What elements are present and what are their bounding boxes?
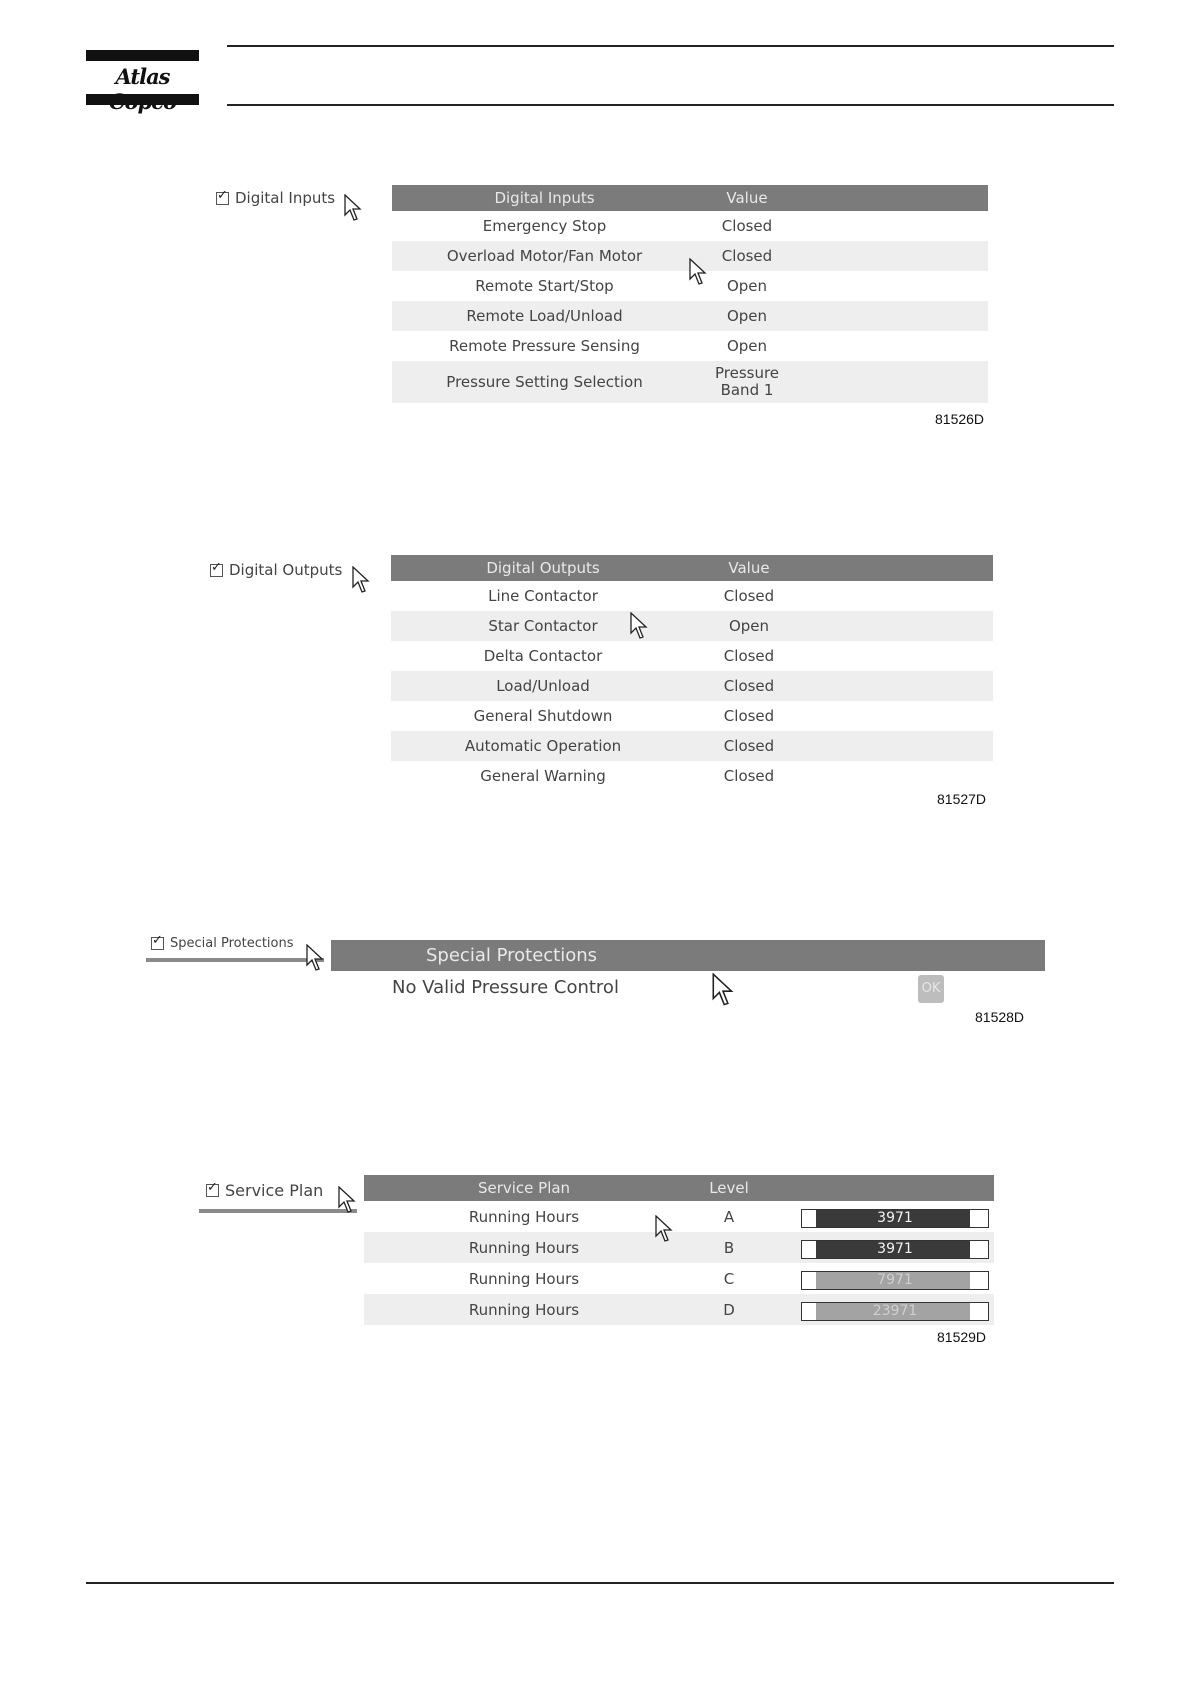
mouse-pointer-icon <box>306 944 324 972</box>
logo-bar-top <box>86 50 199 61</box>
running-hours-value: 3971 <box>877 1210 913 1226</box>
mouse-pointer-icon <box>338 1186 356 1214</box>
figure-id: 81528D <box>975 1009 1025 1025</box>
checkbox-label: Digital Inputs <box>235 189 336 207</box>
table-row <box>391 671 993 701</box>
output-value: Closed <box>723 707 775 725</box>
mouse-pointer-icon <box>655 1215 673 1243</box>
checkbox-label: Service Plan <box>225 1181 324 1200</box>
plan-name: Running Hours <box>364 1232 684 1263</box>
input-name: Remote Pressure Sensing <box>449 337 640 355</box>
checkbox-checked-icon <box>216 192 229 205</box>
input-value: Open <box>697 301 797 331</box>
output-name: Line Contactor <box>488 587 598 605</box>
protection-message: No Valid Pressure Control <box>392 977 619 998</box>
service-progress-bar <box>801 1209 989 1228</box>
input-value: Pressure Band 1 <box>697 361 797 403</box>
output-name: Load/Unload <box>391 671 695 701</box>
table-row <box>391 761 993 791</box>
column-header: Service Plan <box>364 1175 684 1201</box>
output-name: Delta Contactor <box>483 647 603 665</box>
plan-level: B <box>684 1232 774 1263</box>
running-hours-value: 23971 <box>872 1303 918 1319</box>
digital-outputs-table <box>391 555 993 791</box>
mouse-pointer-icon <box>344 194 362 222</box>
plan-name: Running Hours <box>468 1269 580 1288</box>
table-row <box>392 301 988 331</box>
figure-id: 81526D <box>935 411 985 427</box>
checkbox-checked-icon <box>151 937 164 950</box>
input-name: Remote Start/Stop <box>475 277 614 295</box>
input-name: Overload Motor/Fan Motor <box>392 241 697 271</box>
running-hours-value: 7971 <box>877 1272 913 1288</box>
output-name: Automatic Operation <box>391 731 695 761</box>
special-protections-header <box>331 940 1045 971</box>
brand-logo: Atlas <box>115 64 170 89</box>
plan-name: Running Hours <box>468 1207 580 1226</box>
mouse-pointer-icon <box>712 973 734 1007</box>
output-name: General Shutdown <box>473 707 613 725</box>
output-value: Closed <box>723 767 775 785</box>
column-header: Digital Outputs <box>391 555 695 581</box>
checkbox-checked-icon <box>210 564 223 577</box>
table-row <box>391 731 993 761</box>
service-progress-bar <box>801 1302 989 1321</box>
special-protections-checkbox[interactable] <box>151 936 294 951</box>
input-name: Pressure Setting Selection <box>392 361 697 403</box>
plan-level: D <box>684 1294 774 1325</box>
checkbox-label: Special Protections <box>170 936 294 951</box>
table-row <box>391 641 993 671</box>
checkbox-label: Digital Outputs <box>229 561 343 579</box>
input-name: Remote Load/Unload <box>392 301 697 331</box>
service-plan-checkbox[interactable] <box>206 1181 323 1200</box>
service-progress-bar <box>801 1271 989 1290</box>
table-row <box>391 581 993 611</box>
output-value: Closed <box>695 671 803 701</box>
column-header: Digital Inputs <box>392 185 697 211</box>
table-row <box>391 701 993 731</box>
column-header: Value <box>695 555 803 581</box>
table-row <box>392 211 988 241</box>
table-row <box>392 331 988 361</box>
checkbox-checked-icon <box>206 1184 219 1197</box>
mouse-pointer-icon <box>630 612 648 640</box>
panel-title: Special Protections <box>426 945 598 966</box>
plan-level: C <box>723 1269 735 1288</box>
logo-bar-bottom <box>86 94 199 105</box>
digital-inputs-table <box>392 185 988 403</box>
header-rule-bottom <box>227 104 1114 106</box>
input-value: Closed <box>721 217 773 235</box>
column-header: Level <box>684 1175 774 1201</box>
output-name: General Warning <box>480 767 606 785</box>
footer-rule <box>86 1582 1114 1584</box>
figure-id: 81527D <box>937 791 987 807</box>
mouse-pointer-icon <box>352 566 370 594</box>
selection-underline <box>199 1209 357 1213</box>
selection-underline <box>146 958 324 962</box>
table-row <box>392 361 988 403</box>
service-progress-bar <box>801 1240 989 1259</box>
output-name: Star Contactor <box>391 611 695 641</box>
input-value: Open <box>726 277 768 295</box>
mouse-pointer-icon <box>689 258 707 286</box>
output-value: Open <box>695 611 803 641</box>
plan-name: Running Hours <box>364 1294 684 1325</box>
figure-id: 81529D <box>937 1329 987 1345</box>
digital-outputs-checkbox[interactable] <box>210 561 342 579</box>
input-name: Emergency Stop <box>482 217 607 235</box>
input-value: Open <box>726 337 768 355</box>
column-header: Value <box>697 185 797 211</box>
plan-level: A <box>723 1207 735 1226</box>
digital-inputs-checkbox[interactable] <box>216 189 335 207</box>
output-value: Closed <box>723 647 775 665</box>
output-value: Closed <box>695 731 803 761</box>
table-row <box>391 611 993 641</box>
ok-button[interactable]: OK <box>918 975 944 1003</box>
header-rule-top <box>227 45 1114 47</box>
running-hours-value: 3971 <box>877 1241 913 1257</box>
output-value: Closed <box>723 587 775 605</box>
input-value: Closed <box>697 241 797 271</box>
